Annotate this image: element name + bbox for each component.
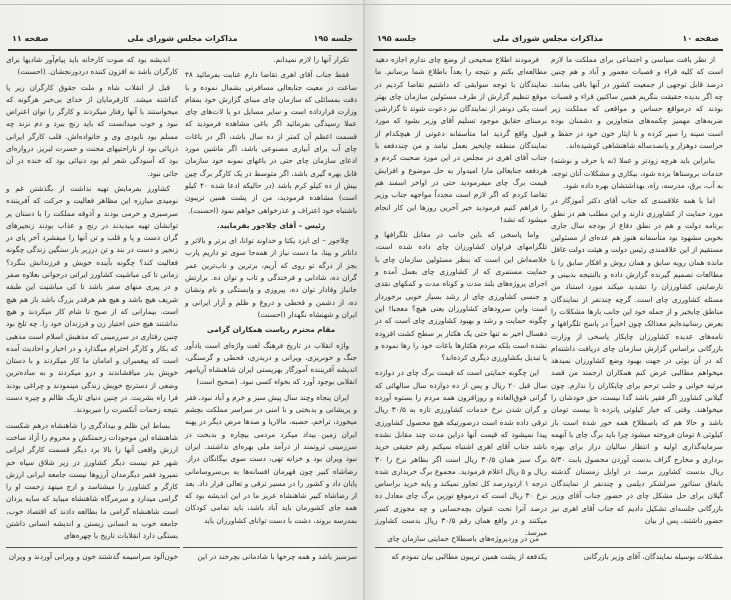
scan-edge-line xyxy=(0,4,365,5)
page-number: صفحه ۱۱ xyxy=(12,34,49,43)
continuation-line: سرسبز باشد و همه چرخها با شادمانی بچرخند در این xyxy=(197,552,357,561)
paragraph: چلاجور – ای ایزد یکتا و خداوند توانا، ای برتر و بالاتر و داناتر و بینا، ما دست نیاز از همه‌جا سوی تو داریم یارب بجز از درگه تو روی که آریم، برترین و ناب‌ترین عمر گران ده، شادابی و فرخندگی و تاب و توان ده. برارتش جانباز وفادار توان ده، پیروزی و وابستگی و نام ونشان ده، از دشمن و قحطی و دروغ و ظلم و آزار ایرانی و ایران و شهنشاه نگهدار (احسنت) xyxy=(185,236,357,319)
continuation-line: یکدفعه از پشت همین تریبون مطالبی بیان نمودم که xyxy=(391,552,547,561)
paragraph: فرمودند اطلاع صحیحی از وضع چای ندارم اجازه دهید مطالعه‌ای بکنم و نتیجه را بعداً باطلاع شما برسانم. ما نمایندگان با توجه سوابقی که داشتیم تقاضا کردیم در موقع تنظیم گزارش از طرف مسئولین سازمان چای بهتر است یکی دونفر از نمایندگان نیز دعوت شوند تا گزارشی برمبنای حقایق موجود تسلیم آقای وزیر بشود که مورد قبول واقع گردید اما متأسفانه دعوتی از هیچکدام از نمایندگان منطقه چایخیز بعمل نیامد و من چنددفعه با جناب آقای اهری در مجلس در این مورد صحبت کردم و هردفعه جنابعالی مارا امیدوار به حل موضوع و افزایش قیمت برگ چای میفرمودید حتی در اواخر اسفند هم تقاضا کردم که اگر لازم است مجدداً مواجهه جناب وزیر را فراهم کنیم فرمودید خیر آخرین روزها این کار انجام میشود که نشد! xyxy=(375,55,547,224)
publication-title: مذاکرات مجلس شورای ملی xyxy=(492,34,604,43)
footer-divider xyxy=(6,547,180,548)
page-header xyxy=(12,34,353,48)
paragraph: واما پاسخی که باین جانب در مقابل تلگرافها و تلگرامهای فراوان کشاورزان چای داده شده است، خلاصه‌اش این است که بنظر مسئولین سازمان چای با حمایت مستمری که از کشاورزی چای بعمل آمده و اجرای پروژه‌های بلند مدت و کوتاه مدت و کمکهای نقدی و جنسی کشاورزی چای از رشد بسیار خوبی برخوردار است واین سرودهای کشاورزان یعنی هیچ؟ معجبا! این چگونه حمایت و رشد و بهبود کشاورزی چای است که در دهسال اخیر نه تنها حتی یک هکتار بر سطح کشت افزوده نشده است بلکه مردم هکتارها باغات خود را رها نموده و یا تبدیل بکشاورزی دیگری کرده‌اند؟ xyxy=(375,230,547,363)
paragraph: تکرار آنها را لازم نمیدانم. xyxy=(273,55,349,64)
paragraph: کشاورز بفرمایش تهیه نداشت از بگذشتن غم و نومیدی مبارزه این مظاهر فعالیت و حرکت که آفریننده سرسبزی و خرمی بودند و آذوقه مملکت را با دستان پر توانشان تهیه میدیدند در رنج و عذاب بودند زنجیرهای گران دست و پا و قلب و تن آنها را میفشرد آخر پای در زنجیر و دست در بند و تن درزیر بار سنگین زندگی چگونه فعالیت کند؟ چگونه بآینده خویش و فرزندانش بنگرد؟ زمانی تا کی مباشیت کشاورز ایرانی درجوانی بعلاوه صفر و در پیری منهای صفر باشد تا کی مباشیت این طبقه شریف هیچ باشد و هیچ هم هرقدر بزرگ باشد باز هم هیچ است. بیمارانی که از صبح تا شام کار میکردند و هیچ نداشتند هیچ حتی اختیار زن و فرزندان خود را. چه تلخ بود چنین رفتاری در سرزمینی که مذهبش اسلام است مذهبی که بکار و کارگر احترام میگذارد و در اخبار و احادیث آمده است که پیغمبران و امامان ما کار میکردند و با دستان خویش بذر میافشاندند و درو میکردند و به ساده‌ترین وضعی از دسترنج خویش زندگی مینمودند و چراغی بودند فرا راه بشریت. در چنین دنیای تاریک ظالم و چیره دست نتیجه زحمات آنکسرت را میربودند. xyxy=(6,183,178,415)
continuation-line: خون‌آلود سراسیمه گذشتند خون و ویرانی آوردند و ویران xyxy=(8,552,178,561)
text-column-right xyxy=(551,54,723,544)
paragraph: این چگونه حمایتی است که قیمت برگ چای در دوازده سال قبل ۲۰ ریال و پس از ده دوازده سال سالهائی که گرانی فوق‌العاده و روزافزون همه مردم را بستوه آورده و گران شدن نرخ خدمات کشاورزی تازه به ۳۰/۵ ریال ترقی داده شده است درصورتیکه هیچ محصول کشاورزی پیدا نمیشود که قیمت آنها دراین مدت چند مقابل نشده باشد جناب آقای اهری اشتباه نمیکنم رقم حقیقی خرید برگ سبز همان ۳۰/۵ ریال است اگر بظاهر نرخ را ۳۰ ریال و ۵ ریال اعلام فرمودید. مجموع برگ خریداری شده درجه ۱ ازدودرصد کل تجاوز نمیکند و پایه خرید براساس نرخ ۳۰ ریال است که درموقع توزین برگ چای معادل ده درصد آنرا تحت عنوان بچه‌حسابی و چه مجوزی کسر میکنند و در واقع همان رقم ۳۰/۵ ریال بدست کشاورز میرسد. xyxy=(375,368,547,538)
session-number: جلسه ۱۹۵ xyxy=(377,34,417,43)
footer-divider xyxy=(375,547,549,548)
footer-divider xyxy=(183,547,357,548)
left-page xyxy=(0,0,365,600)
text-column-left xyxy=(375,54,547,538)
paragraph: اندیشه بود که صوت کارخانه باید پیام‌آور شادیها برای کارگران باشد نه افزون کننده دردورنجشان. (احسنت) xyxy=(6,55,178,77)
paragraph: قبل از انقلاب شاه و ملت حقوق کارگران زیر پا گذاشته میشد. کارفرمایان از خدای بی‌خبر هرگونه که میخواستند با آنها رفتار میکردند و کارگر را توان اعتراض نبود و خوب میدانست که باید رنج ببرد و دم نزند چه مسلم بود نابودی وی و خانواده‌اش. قلب کارگر ایرانی دریائی بود از ناراحتیهای محنت و حسرت لبریز. دروازه‌ای بود که آسودگی شعر لم بود دنیائی بود که خنده در آن جائی نبود. xyxy=(6,82,178,178)
footer-divider xyxy=(549,547,723,548)
page-header xyxy=(377,34,719,48)
session-number: جلسه ۱۹۵ xyxy=(313,34,353,43)
header-divider xyxy=(8,49,357,51)
paragraph: اما با همه علاقمندی که جناب آقای دکتر آموزگار در مورد حمایت از کشاورزی دارند و این مطلب هم در نطق برنامه دولت و هم در نطق دفاع از بودجه سال جاری بخوبی مشهود بود متأسفانه هنوز هم عده‌ای از مسئولین مستقیم از این علاقمندی رئیس دولت و هیئت دولت غافل مانده همان رویه سابق و همان روش و افکار سابق را با مطالعات تصمیم گیرنده گزارش داده و بالنتیجه بدبینی و نارضایتی کشاورزان را تشدید میکند مورد استناد من مسئله کشاورزی چای است. گرچه چندنفر از نمایندگان مناطق چایخیز و از جمله خود این جانب بارها مشکلات را بعرض رسانیده‌ایم معذالک چون اخیراً در پاسخ تلگرافها و نامه‌های عدیده کشاورزان چایکار پاسخی از وزارت بازرگانی براساس گزارش سازمان چای دریافت داشته‌ام که در آن بوئی در جهت بهبود وضع کشاورزان نمیدهد میخواهم مطالبی عرض کنم همکاران ارجمند من قصد مرثیه خوانی و جلب ترحم برای چایکاران را ندارم. چون گیلانی کشاورز اگر فقیر باشد گدا نیست، حق خودشان را میخواهند. وقتی که خیار کیلوئی پانزده تا بیست تومان باشد و حالا هم که باصطلاح همه خور شده است باز کیلوئی ۸ تومان فروخته میشود چرا باید برگ چای با آنهمه سرمایه‌گذاری اولیه و انتظار سالیان دراز برای بهره برداری و مخارج گزاف بدست آوردن محصول بابت ۵/۳۰ ریال بدست کشاورز برسد. در اوایل زمستان گذشته باتفاق سناتور سرلشکر دیلمی و چندنفر از نمایندگان گیلان برای حل مشکل چای در حضور جناب آقای وزیر بازرگانی جلسه‌ای تشکیل دادیم که جناب آقای اهری نیز حضور داشتند، پس از بیان xyxy=(551,196,723,525)
page-number: صفحه ۱۰ xyxy=(682,34,719,43)
paragraph: من در وردپروژه‌های باصطلاح حمایتی سازمان چای xyxy=(387,534,539,543)
speaker-line: رئیس – آقای چلاجور بفرمایید. xyxy=(216,220,326,230)
salutation-heading: مقام محترم ریاست همکاران گرامی xyxy=(206,325,336,335)
paragraph: بساط این ظلم و بیدادگری را شاهنشاه درهم شکست شاهنشاه این موجودات زحمتکش و محروم را آزاد ساخت ارزش واقعی آنها را بالا برد دیگر قسمت کارگر ایرانی شهر غم نیست دیگر کشاورز در زیر شلاق سیاه خم نمیرود فقیر دیگرمدان آرزوها نیست جامعه ایرانی ارزش کارگر و کشاورز را میشناسد و ارج مینهد زحمت او را گرامی میدارد و سرمرگاه شاهنشاه میباید که سایه یزدان است شاهنشاه گرامی ما بطالعه دادند که اقتصاد خوب، جامعه خوب به انسانی زیستن و اندیشه انسانی داشتن بستگی دارد انقلابات تاریخ با چهره‌های xyxy=(6,420,178,541)
paragraph: ایران پنجاه وچند سال پیش سبز و خرم و آباد نبود، فقر و پریشانی و بدبختی و نا امنی در سراسر مملکت بچشم میخورد، تراخم، حصبه، مالاریا و صدها مرض دیگر در پهنه ایران زمین بیداد میکرد مردمی بیچاره و بدبخت در سرزمینی ثروتمند از درآمد ملی بهره‌ای نداشتند. ایران نبود ویران بود و خزانه تهی، دست سوی بیگانگان دراز. رضاشاه کبیر چون قهرمان افسانه‌ها به بی‌سروسامانی پایان داد و کشور را در مسیر ترقی و تعالی قرار داد. بعد از رضاشاه کبیر شاهنشاه عزیز ما در این اندیشه بود که همه جای کشورمان باید آباد باشد، باید تمامی کودکان بمدرسه بروند، دشت با دست توانای کشاورزان باید xyxy=(184,392,357,525)
paragraph: واژه انقلاب در تاریخ فرهنگ لغت واژه‌ای است یادآور جنگ و خونریزی، ویرانی و دربدری، قحطی و گرسنگی، اندیشه آفریننده آموزگار بهزیستی ایران شاهنشاه آریامهر انقلابی بوجود آورد که بخواه کسی نبود. (صحیح است) xyxy=(185,340,357,387)
paragraph: از نظر بافت سیاسی و اجتماعی برای مملکت ما لازم است که کلیه قراء و قصبات معمور و آباد و هم چنین درصد قابل توجهی از جمعیت کشور در آنها باقی بمانند. چه اگر بدیده حقیقت بنگریم همین ساکنین قراء و قصبات بودند که درمواقع حساس و مواقعی که مملکت زیر ضربه‌های مهمیز چکمه‌های متجاوزین و دشمنان بوده است سینه را سپر کرده و با ایثار خون خود در حفظ و حراست دوهزار و پانصدساله شاهنشاهی کوشیده‌اند. xyxy=(551,55,723,151)
paragraph: بنابراین باید هرچه زودتر و عملا (نه با حرف و نوشته) خدمات بروستاها برده شود، بیکاری و مشکلات آنان توجه، به آب، برق، مدرسه، راه، بهداشتشان بهره داده شود. xyxy=(551,156,723,190)
scan-edge-line xyxy=(365,4,731,5)
continuation-line: مشکلات بوسیله نمایندگان، آقای وزیر بازرگانی xyxy=(583,552,723,561)
header-divider xyxy=(373,49,723,51)
publication-title: مذاکرات مجلس شورای ملی xyxy=(127,34,238,43)
right-page xyxy=(365,0,731,600)
paragraph: فقط جناب آقای اهری تقاضا دارم عنایت بفرمائید ۴۸ ساعت در معیت جنابعالی مسافرتی بشمال نموده و با دقت بمسائلی که سازمان چای مبنای گزارش خود بمقام وزارت قرارداده است و سایر مسایل دو یا لات‌های چای عملا رسیدگی بفرمائید اگر باغی مشاهده فرمودید که قسمت اعظم آن کمتر از ده سال باشد، اگر در باغات چای آب برای آبیاری مصنوعی باشد، اگر ماشین مورد ادعای سازمان چای حتی در باغهای نمونه خود سازمان قابل بهره گیری باشد، اگر متوسط در یک کارگر برگ چین بیش از ده کیلو کرم باشد (در حالیکه ادعا شده ۴۰ کیلو است) مشاهده فرمودید، من از پشت همین تریبون باشتباه خود اعتراف و عذرخواهی خواهم نمود (احسنت). xyxy=(185,70,357,215)
text-column-right xyxy=(185,54,357,544)
text-column-left xyxy=(6,54,178,544)
